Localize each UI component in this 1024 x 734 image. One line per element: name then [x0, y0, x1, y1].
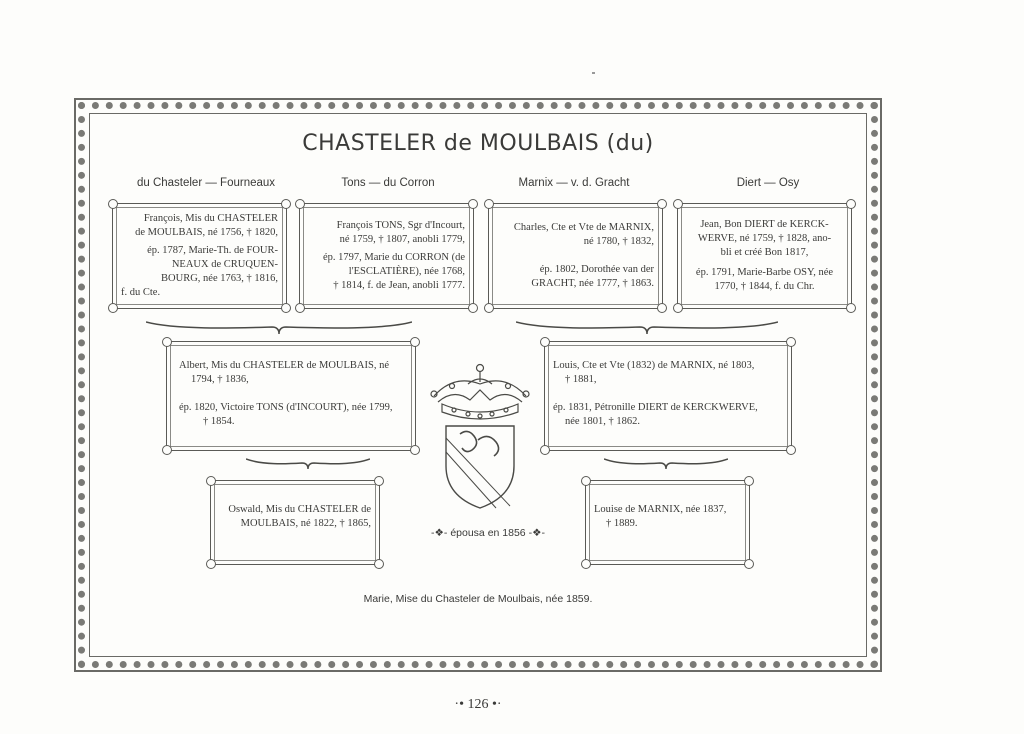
brace-connector-right [516, 318, 778, 340]
text-line: Louis, Cte et Vte (1832) de MARNIX, né 1803, [553, 360, 755, 371]
text-line: Charles, Cte et Vte de MARNIX, [513, 222, 654, 233]
text-line: 1770, † 1844, f. du Chr. [714, 281, 815, 292]
descendant-marie: Marie, Mise du Chasteler de Moulbais, née 1859. [363, 593, 593, 605]
ornament-left-icon: ·• [454, 697, 464, 712]
text-line: MOULBAIS, né 1822, † 1865, [240, 518, 371, 529]
ink-speck [592, 72, 595, 74]
page-number [0, 697, 956, 713]
page-number-text: 126 [467, 697, 489, 712]
column-heading-tons: Tons — du Corron [341, 177, 435, 189]
text-line: né 1759, † 1807, anobli 1779, [339, 234, 465, 245]
box-louis-marnix [544, 341, 792, 451]
text-line: 1794, † 1836, [191, 374, 249, 385]
text-line: né 1780, † 1832, [583, 236, 654, 247]
column-heading-chasteler: du Chasteler — Fourneaux [136, 177, 276, 189]
ornament-left-icon: -❖- [431, 527, 448, 539]
text-line: Jean, Bon DIERT de KERCK- [700, 219, 829, 230]
box-albert-chasteler [166, 341, 416, 451]
brace-connector-left [146, 318, 412, 340]
coat-of-arms-crest [424, 360, 536, 510]
text-line: de MOULBAIS, né 1756, † 1820, [135, 227, 278, 238]
text-line: † 1881, [565, 374, 597, 385]
text-line: Oswald, Mis du CHASTELER de [228, 504, 371, 515]
column-heading-marnix: Marnix — v. d. Gracht [518, 177, 630, 189]
text-line: Louise de MARNIX, née 1837, [594, 504, 727, 515]
ornament-right-icon: -❖- [528, 527, 545, 539]
text-line: † 1814, f. de Jean, anobli 1777. [333, 280, 465, 291]
column-heading-diert: Diert — Osy [736, 177, 800, 189]
box-jean-diert [677, 203, 852, 309]
text-line: François TONS, Sgr d'Incourt, [336, 220, 465, 231]
text-line: François, Mis du CHASTELER [143, 213, 278, 224]
brace-connector-louise [604, 456, 728, 474]
marriage-text: épousa en 1856 [450, 527, 526, 539]
marriage-note [408, 527, 568, 539]
box-charles-marnix [488, 203, 663, 309]
ornament-right-icon: •· [492, 697, 502, 712]
text-line: WERVE, né 1759, † 1828, ano- [697, 233, 832, 244]
text-line: ép. 1831, Pétronille DIERT de KERCKWERVE, [553, 402, 758, 413]
text-line: f. du Cte. [121, 287, 161, 298]
text-line: NEAUX de CRUQUEN- [171, 259, 278, 270]
text-line: GRACHT, née 1777, † 1863. [531, 278, 654, 289]
text-line: † 1854. [203, 416, 235, 427]
text-line: BOURG, née 1763, † 1816, [161, 273, 278, 284]
box-louise-marnix [585, 480, 750, 565]
text-line: ép. 1802, Dorothée van der [539, 264, 654, 275]
text-line: ép. 1787, Marie-Th. de FOUR- [147, 245, 278, 256]
text-line: l'ESCLATIÈRE), née 1768, [348, 266, 465, 277]
text-line: née 1801, † 1862. [565, 416, 640, 427]
text-line: † 1889. [606, 518, 638, 529]
text-line: ép. 1797, Marie du CORRON (de [322, 252, 465, 263]
page-title: CHASTELER de MOULBAIS (du) [302, 131, 654, 156]
text-line: Albert, Mis du CHASTELER de MOULBAIS, né [179, 360, 389, 371]
brace-connector-oswald [246, 456, 370, 474]
box-francois-chasteler [112, 203, 287, 309]
box-francois-tons [299, 203, 474, 309]
text-line: ép. 1791, Marie-Barbe OSY, née [695, 267, 834, 278]
text-line: bli et créé Bon 1817, [720, 247, 809, 258]
text-line: ép. 1820, Victoire TONS (d'INCOURT), née 1799, [179, 402, 393, 413]
box-oswald-chasteler [210, 480, 380, 565]
